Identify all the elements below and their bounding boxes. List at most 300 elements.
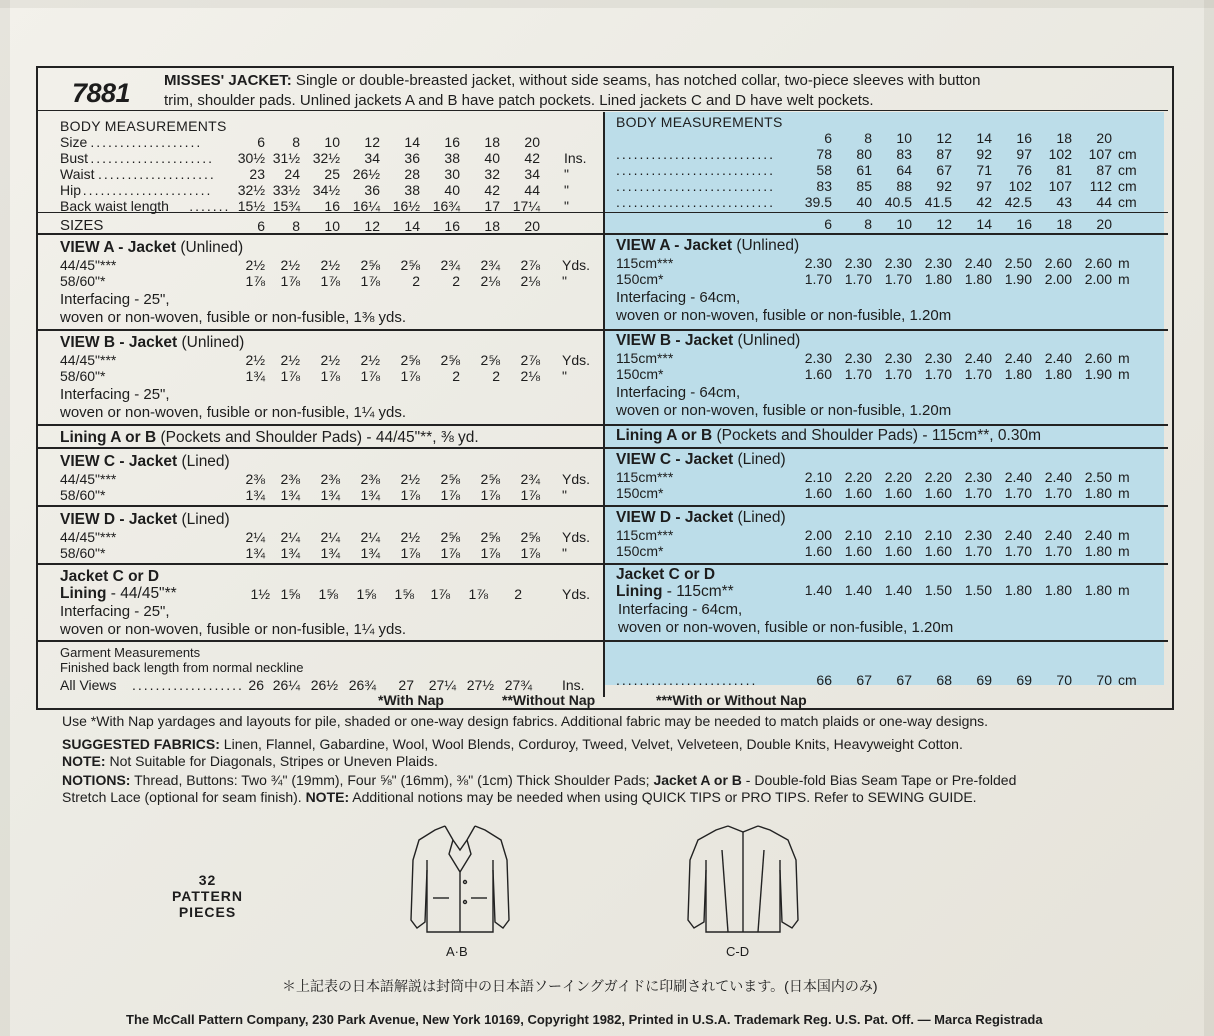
meterage-value: 2.40 [964, 350, 992, 366]
meterage-value: 1.60 [804, 485, 832, 501]
yardage-value: 1⅝ [394, 586, 414, 602]
meterage-value: 1.40 [884, 582, 912, 598]
yardage-value: 1¾ [280, 545, 300, 561]
size-value: 16 [1016, 130, 1032, 146]
body-metric-value: 107 [1088, 146, 1112, 162]
meterage-value: 2.10 [884, 527, 912, 543]
body-value: 40 [444, 182, 460, 198]
yardage-value: 1⅞ [440, 487, 460, 503]
metric-lining-cd-title: Jacket C or D [616, 566, 716, 583]
body-value: 17¼ [512, 198, 540, 214]
yardage-value: 1⅝ [356, 586, 376, 602]
unit: Yds. [562, 257, 591, 273]
meterage-value: 1.90 [1084, 366, 1112, 382]
garment-value: 27¾ [504, 677, 532, 693]
garment-header: Garment Measurements [60, 645, 201, 660]
unit: m [1118, 543, 1130, 559]
yardage-value: 1⅞ [480, 487, 500, 503]
meterage-value: 1.80 [1004, 582, 1032, 598]
body-value: 42 [484, 182, 500, 198]
body-metric-value: 40 [856, 194, 872, 210]
interfacing: Interfacing - 25", [60, 603, 170, 620]
unit: Ins. [562, 677, 585, 693]
unit: " [562, 273, 567, 289]
meterage-value: 1.80 [964, 271, 992, 287]
unit: m [1118, 255, 1130, 271]
body-row-label: Waist [60, 166, 95, 182]
body-metric-value: 42.5 [1004, 194, 1032, 210]
size-value: 8 [864, 216, 872, 232]
size-value: 14 [404, 218, 420, 234]
yardage-value: 1¾ [320, 487, 340, 503]
yardage-value: 2⅝ [440, 352, 460, 368]
meterage-value: 2.20 [844, 469, 872, 485]
meterage-value: 1.70 [844, 271, 872, 287]
metric-view-b-title: VIEW B - Jacket (Unlined) [616, 332, 801, 349]
size-value: 12 [364, 218, 380, 234]
yardage-value: 1¾ [280, 487, 300, 503]
yardage-value: 2½ [280, 352, 300, 368]
meterage-value: 2.30 [804, 255, 832, 271]
body-row-label: Back waist length [60, 198, 169, 214]
body-value: 26½ [352, 166, 380, 182]
body-value: 36 [364, 182, 380, 198]
fabric-width: 150cm* [616, 366, 664, 382]
garment-metric-value: 68 [936, 672, 952, 688]
body-row-label: Hip [60, 182, 82, 198]
yardage-value: 2⅛ [520, 368, 540, 384]
meterage-value: 1.70 [1044, 485, 1072, 501]
body-measurements-header: BODY MEASUREMENTS [60, 118, 227, 134]
body-value: 16¾ [432, 198, 460, 214]
body-measurements-header-metric: BODY MEASUREMENTS [616, 114, 783, 130]
garment-value: 26¼ [272, 677, 300, 693]
garment-subheader: Finished back length from normal neckline [60, 660, 304, 675]
metric-view-d-title: VIEW D - Jacket (Lined) [616, 509, 786, 526]
fabric-width: 115cm*** [616, 527, 674, 543]
yardage-value: 1⅞ [468, 586, 488, 602]
nap-legend-either: ***With or Without Nap [656, 692, 807, 708]
body-value: 33½ [272, 182, 300, 198]
pattern-title: MISSES' JACKET: [164, 72, 292, 89]
size-value: 10 [896, 130, 912, 146]
meterage-value: 1.40 [804, 582, 832, 598]
yardage-value: 1⅝ [280, 586, 300, 602]
unit: m [1118, 527, 1130, 543]
meterage-value: 1.60 [804, 543, 832, 559]
yardage-value: 1⅞ [520, 487, 540, 503]
yardage-value: 2⅛ [520, 273, 540, 289]
fabric-width: 44/45"*** [60, 257, 117, 273]
size-value: 16 [1016, 216, 1032, 232]
body-row-label: Size [60, 134, 88, 150]
yardage-value: 1⅞ [400, 545, 420, 561]
body-value: 20 [524, 134, 540, 150]
fabric-width: 44/45"*** [60, 529, 117, 545]
size-value: 16 [444, 218, 460, 234]
meterage-value: 1.70 [964, 485, 992, 501]
unit: Yds. [562, 586, 591, 602]
yardage-value: 1¾ [360, 487, 380, 503]
leader-dots: .................... [98, 166, 216, 182]
interfacing-detail: woven or non-woven, fusible or non-fusible, 1¼ yds. [60, 404, 407, 421]
fabrics-note: NOTE: Not Suitable for Diagonals, Stripes or Uneven Plaids. [62, 753, 438, 769]
garment-value: 27 [398, 677, 414, 693]
nap-usage-note: Use *With Nap yardages and layouts for pile, shaded or one-way design fabrics. Additional fabric may be needed to match plaids or one-way designs. [62, 713, 989, 729]
unit: Yds. [562, 529, 591, 545]
yardage-value: 2⅜ [320, 471, 340, 487]
fabric-width: 58/60"* [60, 273, 106, 289]
column-divider [603, 112, 605, 697]
body-value: 30 [444, 166, 460, 182]
yardage-value: 1⅞ [280, 368, 300, 384]
meterage-value: 1.70 [964, 543, 992, 559]
meterage-value: 2.20 [924, 469, 952, 485]
size-value: 6 [824, 130, 832, 146]
body-metric-value: 43 [1056, 194, 1072, 210]
body-metric-value: 76 [1016, 162, 1032, 178]
leader-dots: ........................... [616, 178, 776, 194]
size-value: 6 [257, 218, 265, 234]
garment-value: 26¾ [348, 677, 376, 693]
fabric-width: 150cm* [616, 543, 664, 559]
fabric-width: 44/45"*** [60, 352, 117, 368]
yardage-value: 2⅝ [400, 352, 420, 368]
yardage-value: 1¾ [320, 545, 340, 561]
unit: m [1118, 485, 1130, 501]
pattern-number: 7881 [72, 78, 131, 108]
yardage-value: 2 [412, 273, 420, 289]
unit: cm [1118, 178, 1137, 194]
body-value: 16 [324, 198, 340, 214]
yardage-value: 2⅞ [520, 257, 540, 273]
yardage-value: 1⅞ [400, 368, 420, 384]
body-metric-value: 87 [936, 146, 952, 162]
meterage-value: 1.70 [1044, 543, 1072, 559]
body-value: 18 [484, 134, 500, 150]
yardage-value: 1⅞ [400, 487, 420, 503]
meterage-value: 1.70 [844, 366, 872, 382]
fabric-width: 58/60"* [60, 368, 106, 384]
meterage-value: 2.50 [1004, 255, 1032, 271]
meterage-value: 1.60 [844, 543, 872, 559]
yardage-value: 2⅜ [280, 471, 300, 487]
body-value: 16¼ [352, 198, 380, 214]
interfacing: Interfacing - 25", [60, 386, 170, 403]
yardage-value: 2½ [320, 352, 340, 368]
yardage-value: 2¾ [520, 471, 540, 487]
leader-dots: ................... [132, 677, 244, 693]
metric-lining-cd-row: Lining - 115cm** [616, 583, 734, 600]
yardage-value: 1⅞ [480, 545, 500, 561]
body-value: 40 [484, 150, 500, 166]
body-metric-value: 44 [1096, 194, 1112, 210]
unit: " [562, 487, 567, 503]
body-value: 28 [404, 166, 420, 182]
meterage-value: 2.30 [924, 255, 952, 271]
yardage-value: 2½ [320, 257, 340, 273]
yardage-value: 1⅞ [320, 368, 340, 384]
yardage-value: 2⅝ [480, 352, 500, 368]
size-value: 14 [976, 216, 992, 232]
yardage-value: 1⅞ [245, 273, 265, 289]
lining-cd-row: Lining - 44/45"** [60, 585, 177, 602]
body-value: 25 [324, 166, 340, 182]
unit: m [1118, 271, 1130, 287]
meterage-value: 2.30 [844, 350, 872, 366]
size-value: 12 [936, 216, 952, 232]
meterage-value: 2.30 [884, 255, 912, 271]
body-metric-value: 97 [976, 178, 992, 194]
body-value: 42 [524, 150, 540, 166]
meterage-value: 1.70 [924, 366, 952, 382]
body-row-label: Bust [60, 150, 89, 166]
pattern-description-line2: trim, shoulder pads. Unlined jackets A and B have patch pockets. Lined jackets C and D have welt pockets. [164, 92, 874, 109]
unit: m [1118, 469, 1130, 485]
interfacing: Interfacing - 25", [60, 291, 170, 308]
body-value: 38 [404, 182, 420, 198]
meterage-value: 2.40 [1044, 469, 1072, 485]
sketch-label-back: C-D [726, 944, 750, 959]
interfacing: Interfacing - 64cm, [618, 601, 743, 618]
yardage-value: 2⅝ [480, 529, 500, 545]
garment-value: 26 [248, 677, 264, 693]
meterage-value: 1.70 [1004, 485, 1032, 501]
jacket-front-sketch [405, 820, 515, 940]
garment-label: All Views [60, 677, 117, 693]
body-value: 14 [404, 134, 420, 150]
body-value: 16 [444, 134, 460, 150]
size-value: 20 [524, 218, 540, 234]
unit: " [564, 166, 569, 182]
yardage-value: 2⅝ [480, 471, 500, 487]
publisher-footer: The McCall Pattern Company, 230 Park Avenue, New York 10169, Copyright 1982, Printed in U.S.A. Trademark Reg. U.S. Pat. Off. — Marca Registrada [126, 1012, 1043, 1027]
yardage-value: 1¾ [245, 368, 265, 384]
meterage-value: 2.50 [1084, 469, 1112, 485]
yardage-value: 2½ [400, 471, 420, 487]
sizes-label: SIZES [60, 217, 104, 234]
body-metric-value: 71 [976, 162, 992, 178]
body-value: 16½ [392, 198, 420, 214]
meterage-value: 2.40 [1044, 527, 1072, 543]
fabric-width: 44/45"*** [60, 471, 117, 487]
meterage-value: 1.70 [804, 271, 832, 287]
size-value: 10 [896, 216, 912, 232]
body-metric-value: 92 [936, 178, 952, 194]
meterage-value: 1.80 [1084, 582, 1112, 598]
unit: cm [1118, 194, 1137, 210]
meterage-value: 2.40 [964, 255, 992, 271]
yardage-value: 1⅞ [360, 368, 380, 384]
leader-dots: ........................... [616, 194, 776, 210]
body-metric-value: 81 [1056, 162, 1072, 178]
body-metric-value: 102 [1008, 178, 1032, 194]
meterage-value: 2.30 [964, 469, 992, 485]
meterage-value: 2.00 [1044, 271, 1072, 287]
meterage-value: 1.80 [1044, 582, 1072, 598]
size-value: 20 [1096, 216, 1112, 232]
yardage-value: 2 [492, 368, 500, 384]
yardage-value: 2½ [245, 257, 265, 273]
body-metric-value: 102 [1048, 146, 1072, 162]
meterage-value: 2.40 [1084, 527, 1112, 543]
size-value: 18 [484, 218, 500, 234]
meterage-value: 1.80 [1004, 366, 1032, 382]
yardage-value: 1¾ [245, 487, 265, 503]
garment-metric-value: 69 [1016, 672, 1032, 688]
pattern-pieces-count: 32 PATTERN PIECES [172, 872, 244, 920]
yardage-value: 1⅞ [360, 273, 380, 289]
body-metric-value: 83 [896, 146, 912, 162]
yardage-value: 2¼ [320, 529, 340, 545]
body-value: 23 [249, 166, 265, 182]
meterage-value: 2.30 [844, 255, 872, 271]
meterage-value: 1.70 [1004, 543, 1032, 559]
meterage-value: 1.60 [924, 543, 952, 559]
meterage-value: 1.60 [884, 485, 912, 501]
unit: Ins. [564, 150, 587, 166]
leader-dots: ...................... [82, 182, 213, 198]
yardage-value: 2¼ [280, 529, 300, 545]
yardage-value: 1⅞ [320, 273, 340, 289]
yardage-value: 2⅝ [360, 257, 380, 273]
leader-dots: ........................... [616, 146, 776, 162]
meterage-value: 1.70 [884, 366, 912, 382]
body-metric-value: 67 [936, 162, 952, 178]
body-metric-value: 97 [1016, 146, 1032, 162]
meterage-value: 2.40 [1004, 527, 1032, 543]
garment-value: 26½ [310, 677, 338, 693]
meterage-value: 1.80 [1044, 366, 1072, 382]
yardage-value: 2⅝ [440, 529, 460, 545]
body-metric-value: 58 [816, 162, 832, 178]
interfacing-detail: woven or non-woven, fusible or non-fusible, 1.20m [616, 402, 952, 419]
meterage-value: 2.30 [804, 350, 832, 366]
meterage-value: 1.80 [924, 271, 952, 287]
meterage-value: 1.90 [1004, 271, 1032, 287]
size-value: 12 [936, 130, 952, 146]
yardage-value: 1⅞ [440, 545, 460, 561]
leader-dots: ..................... [90, 150, 215, 166]
meterage-value: 2.30 [884, 350, 912, 366]
size-value: 14 [976, 130, 992, 146]
unit: m [1118, 350, 1130, 366]
meterage-value: 1.70 [884, 271, 912, 287]
body-value: 32 [484, 166, 500, 182]
fabric-width: 115cm*** [616, 255, 674, 271]
meterage-value: 1.60 [924, 485, 952, 501]
meterage-value: 2.20 [884, 469, 912, 485]
garment-metric-value: 66 [816, 672, 832, 688]
garment-metric-value: 70 [1056, 672, 1072, 688]
body-metric-value: 40.5 [884, 194, 912, 210]
yardage-value: 2 [452, 273, 460, 289]
nap-legend-without: **Without Nap [502, 692, 596, 708]
view-d-title: VIEW D - Jacket (Lined) [60, 511, 230, 528]
meterage-value: 1.70 [964, 366, 992, 382]
yardage-value: 2 [514, 586, 522, 602]
metric-lining-ab: Lining A or B (Pockets and Shoulder Pads) - 115cm**, 0.30m [616, 427, 1041, 444]
body-metric-value: 41.5 [924, 194, 952, 210]
body-value: 34½ [312, 182, 340, 198]
unit: Yds. [562, 471, 591, 487]
unit: " [564, 198, 569, 214]
view-a-title: VIEW A - Jacket (Unlined) [60, 239, 244, 256]
yardage-value: 2 [452, 368, 460, 384]
yardage-value: 2½ [245, 352, 265, 368]
yardage-value: 2⅛ [480, 273, 500, 289]
meterage-value: 2.30 [964, 527, 992, 543]
yardage-value: 2¼ [245, 529, 265, 545]
meterage-value: 1.80 [1084, 543, 1112, 559]
unit: m [1118, 582, 1130, 598]
meterage-value: 2.40 [1004, 350, 1032, 366]
meterage-value: 2.10 [844, 527, 872, 543]
body-value: 36 [404, 150, 420, 166]
body-value: 24 [284, 166, 300, 182]
yardage-value: 2¾ [480, 257, 500, 273]
yardage-value: 2⅜ [360, 471, 380, 487]
body-metric-value: 83 [816, 178, 832, 194]
garment-metric-value: 67 [856, 672, 872, 688]
notions-line2: Stretch Lace (optional for seam finish). NOTE: Additional notions may be needed when using QUICK TIPS or PRO TIPS. Refer to SEWING GUIDE. [62, 789, 977, 805]
yardage-value: 2⅝ [400, 257, 420, 273]
fabric-width: 58/60"* [60, 545, 106, 561]
leader-dots: ................... [90, 134, 203, 150]
leader-dots: ........................ [616, 672, 758, 688]
body-value: 15½ [237, 198, 265, 214]
size-value: 18 [1056, 130, 1072, 146]
body-value: 34 [364, 150, 380, 166]
lining-ab: Lining A or B (Pockets and Shoulder Pads) - 44/45"**, ⅜ yd. [60, 429, 479, 446]
body-value: 32½ [312, 150, 340, 166]
body-metric-value: 64 [896, 162, 912, 178]
unit: Yds. [562, 352, 591, 368]
body-value: 38 [444, 150, 460, 166]
meterage-value: 2.30 [924, 350, 952, 366]
suggested-fabrics: SUGGESTED FABRICS: Linen, Flannel, Gabardine, Wool, Wool Blends, Corduroy, Tweed, Velvet, Velveteen, Double Knits, Heavyweight Cotton. [62, 736, 963, 752]
yardage-value: 1⅞ [430, 586, 450, 602]
body-value: 30½ [237, 150, 265, 166]
body-value: 44 [524, 182, 540, 198]
fabric-width: 115cm*** [616, 350, 674, 366]
meterage-value: 2.60 [1084, 350, 1112, 366]
meterage-value: 1.50 [924, 582, 952, 598]
yardage-value: 2½ [360, 352, 380, 368]
meterage-value: 1.60 [804, 366, 832, 382]
yardage-value: 2¼ [360, 529, 380, 545]
meterage-value: 1.80 [1084, 485, 1112, 501]
meterage-value: 1.60 [844, 485, 872, 501]
yardage-value: 1⅞ [280, 273, 300, 289]
yardage-value: 1⅝ [318, 586, 338, 602]
meterage-value: 2.00 [1084, 271, 1112, 287]
garment-metric-value: 69 [976, 672, 992, 688]
unit: " [562, 545, 567, 561]
garment-metric-value: 70 [1096, 672, 1112, 688]
body-metric-value: 39.5 [804, 194, 832, 210]
interfacing-detail: woven or non-woven, fusible or non-fusible, 1.20m [616, 307, 952, 324]
meterage-value: 1.40 [844, 582, 872, 598]
fabric-width: 115cm*** [616, 469, 674, 485]
leader-dots: ....... [189, 198, 231, 214]
garment-value: 27½ [466, 677, 494, 693]
body-value: 34 [524, 166, 540, 182]
meterage-value: 2.40 [1004, 469, 1032, 485]
body-metric-value: 88 [896, 178, 912, 194]
view-b-title: VIEW B - Jacket (Unlined) [60, 334, 245, 351]
garment-value: 27¼ [428, 677, 456, 693]
